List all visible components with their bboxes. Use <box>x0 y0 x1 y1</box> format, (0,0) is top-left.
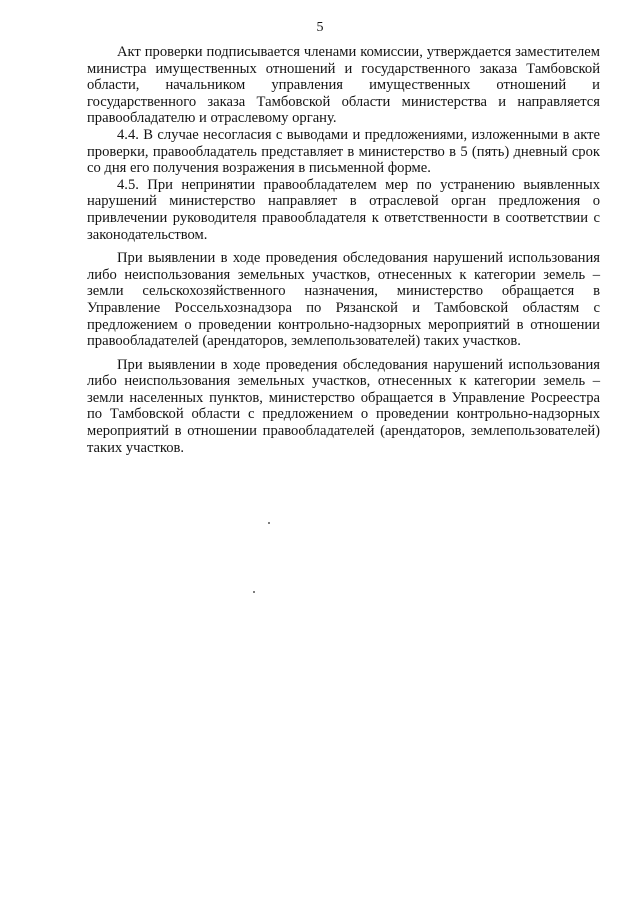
scan-speck <box>268 522 270 524</box>
scan-speck <box>253 591 255 593</box>
paragraph-4-4-disagreement: 4.4. В случае несогласия с выводами и предложениями, изложенными в акте проверки, правообладатель представляет в министерство в 5 (пять) дневный срок со дня его получения возражения в письменной форме. <box>87 126 600 177</box>
paragraph-agricultural-land: При выявлении в ходе проведения обследования нарушений использования либо неиспользования земельных участков, отнесенных к категории земель – земли сельскохозяйственного назначения, министерство обращается в Управление Россельхознадзора по Рязанской и Тамбовской областям с предложением о проведении контрольно-надзорных мероприятий в отношении правообладателей (арендаторов, землепользователей) таких участков. <box>87 250 600 350</box>
paragraph-act-signing: Акт проверки подписывается членами комиссии, утверждается заместителем министра имущественных отношений и государственного заказа Тамбовской области, начальником управления имущественных отношений и государственного заказа Тамбовской области министерства и направляется правообладателю и отраслевому органу. <box>87 44 600 127</box>
paragraph-4-5-non-compliance: 4.5. При непринятии правообладателем мер по устранению выявленных нарушений министерство направляет в отраслевой орган предложения о привлечении руководителя правообладателя к ответственности в соответствии с законодательством. <box>87 176 600 243</box>
paragraph-settlement-land: При выявлении в ходе проведения обследования нарушений использования либо неиспользования земельных участков, отнесенных к категории земель – земли населенных пунктов, министерство обращается в Управление Росреестра по Тамбовской области с предложением о проведении контрольно-надзорных мероприятий в отношении правообладателей (арендаторов, землепользователей) таких участков. <box>87 356 600 456</box>
page-number: 5 <box>316 20 324 35</box>
document-body <box>87 44 600 456</box>
